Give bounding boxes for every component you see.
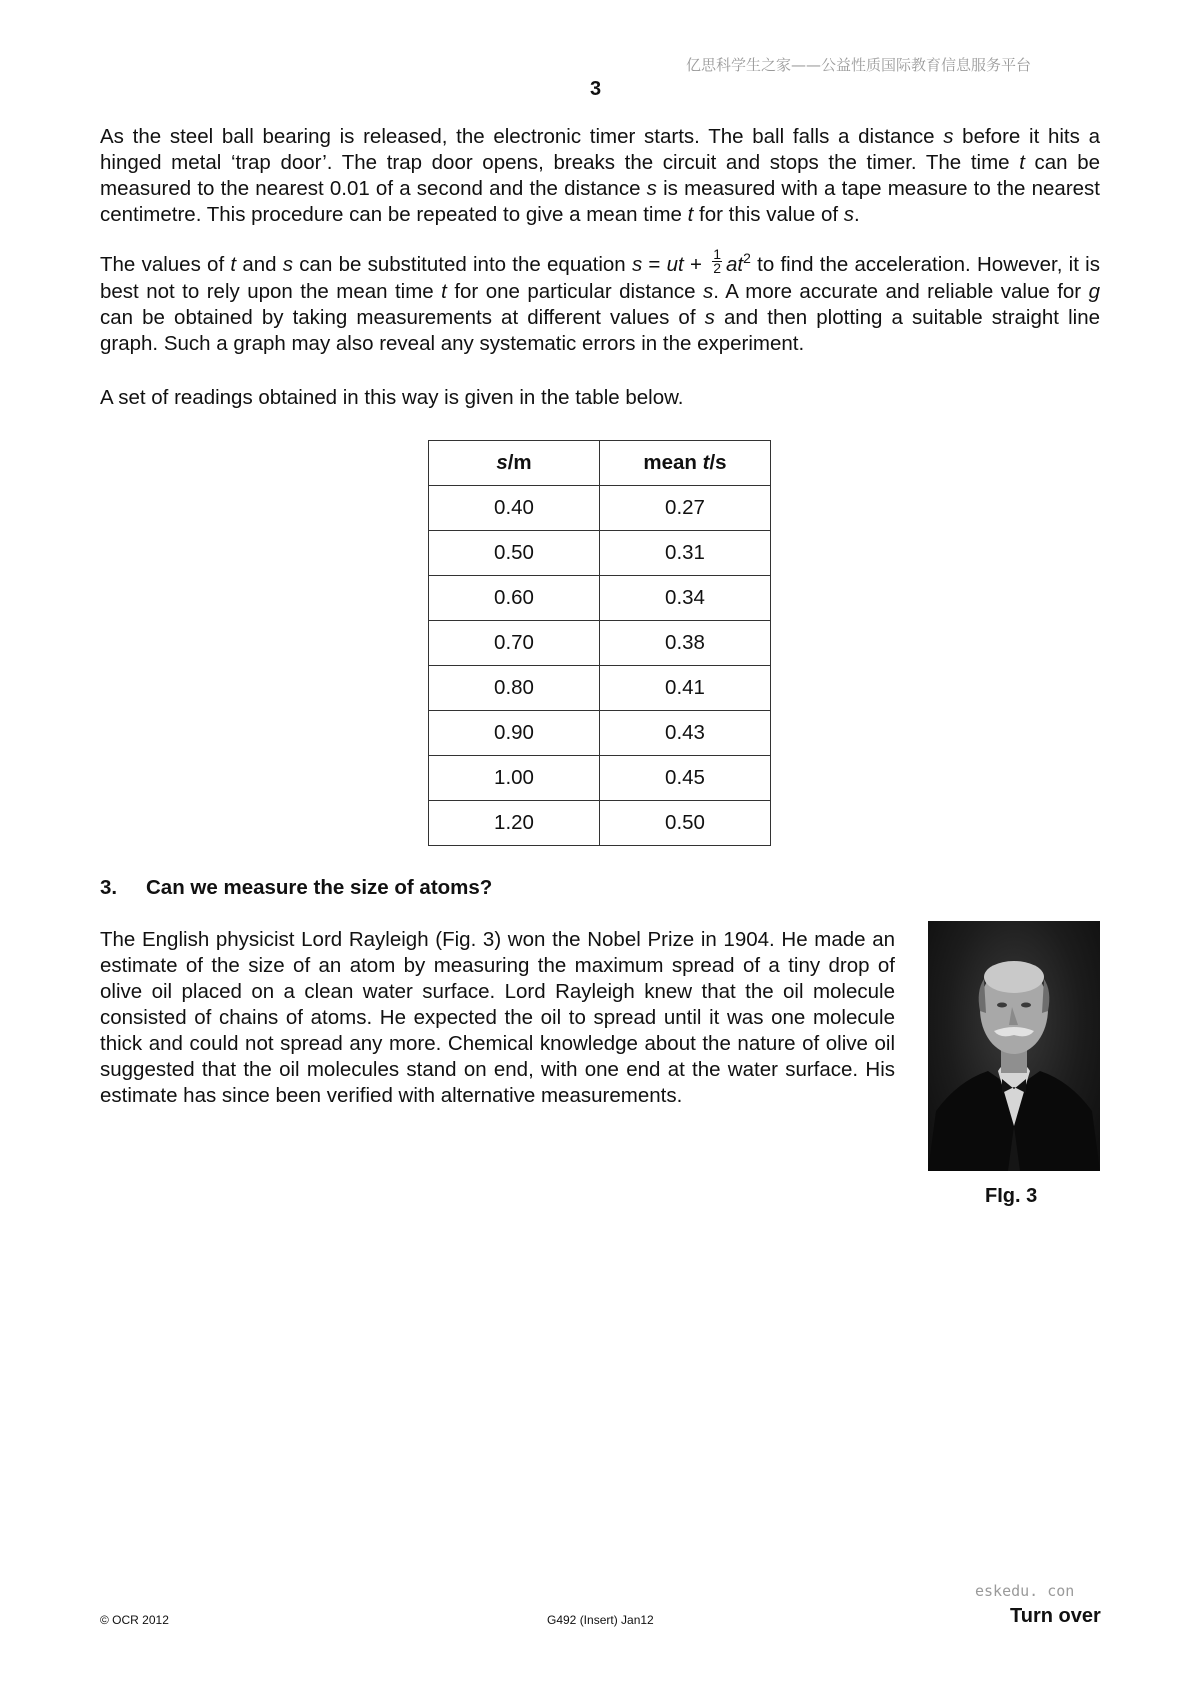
paragraph-table-intro: A set of readings obtained in this way is given in the table below. [100, 386, 684, 409]
section-title: Can we measure the size of atoms? [146, 876, 493, 899]
paragraph-rayleigh: The English physicist Lord Rayleigh (Fig. 3) won the Nobel Prize in 1904. He made an estimate of the size of an atom by measuring the maximum spread of a tiny drop of olive oil placed on a clean water surface. Lord Rayleigh knew that the oil molecule consisted of chains of atoms. He expected the oil to spread until it was one molecule thick and could not spread any more. Chemical knowledge about the nature of olive oil suggested that the oil molecules stand on end, with one end at the water surface. His estimate has since been verified with alternative measurements. [100, 928, 895, 1107]
distance-cell: 1.20 [429, 801, 600, 846]
table-row [429, 531, 771, 576]
table-row [429, 486, 771, 531]
distance-cell: 0.80 [429, 666, 600, 711]
table-row [429, 621, 771, 666]
page-number: 3 [589, 78, 602, 100]
paragraph-timer-method: As the steel ball bearing is released, the electronic timer starts. The ball falls a distance s before it hits a hinged metal ‘trap door’. The trap door opens, breaks the circuit and stops the timer. The time t can be measured to the nearest 0.01 of a second and the distance s is measured with a tape measure to the nearest centimetre. This procedure can be repeated to give a mean time t for this value of s. [100, 125, 1100, 226]
mean-time-cell: 0.27 [600, 486, 771, 531]
mean-time-cell: 0.50 [600, 801, 771, 846]
mean-time-cell: 0.31 [600, 531, 771, 576]
figure-caption: FIg. 3 [985, 1185, 1038, 1207]
readings-table [428, 440, 771, 846]
mean-time-cell: 0.45 [600, 756, 771, 801]
fraction: $\frac{1}{2}$ [713, 246, 721, 277]
mean-time-cell: 0.43 [600, 711, 771, 756]
section-heading [100, 876, 492, 900]
column-header-mean-time: mean t/s [600, 441, 771, 486]
distance-cell: 0.90 [429, 711, 600, 756]
mean-time-cell: 0.41 [600, 666, 771, 711]
table-header-row [429, 441, 771, 486]
distance-cell: 0.70 [429, 621, 600, 666]
paragraph-equation: The values of t and s can be substituted into the equation s = ut + $\frac{1}{2}$ $at^2$ to find the acceleration. However, it is best not to rely upon the mean time t for one particular distance s. A more accurate and reliable value for g can be obtained by taking measurements at different values of s and then plotting a suitable straight line graph. Such a graph may also reveal any systematic errors in the experiment. [100, 246, 1100, 356]
footer-paper-code: G492 (Insert) Jan12 [547, 1613, 654, 1627]
mean-time-cell: 0.34 [600, 576, 771, 621]
turn-over-label: Turn over [1010, 1605, 1101, 1627]
distance-cell: 0.50 [429, 531, 600, 576]
table-row [429, 711, 771, 756]
table-row [429, 756, 771, 801]
footer-copyright: © OCR 2012 [100, 1613, 169, 1627]
table-row [429, 576, 771, 621]
rayleigh-portrait-photo [928, 921, 1100, 1171]
header-watermark: 亿思科学生之家——公益性质国际教育信息服务平台 [686, 56, 1032, 74]
distance-cell: 0.60 [429, 576, 600, 621]
distance-cell: 0.40 [429, 486, 600, 531]
mean-time-cell: 0.38 [600, 621, 771, 666]
footer-watermark: eskedu. con [975, 1582, 1075, 1600]
section-number: 3. [100, 876, 118, 899]
table-row [429, 666, 771, 711]
distance-cell: 1.00 [429, 756, 600, 801]
portrait-illustration [928, 921, 1100, 1171]
table-row [429, 801, 771, 846]
column-header-distance: s/m [429, 441, 600, 486]
